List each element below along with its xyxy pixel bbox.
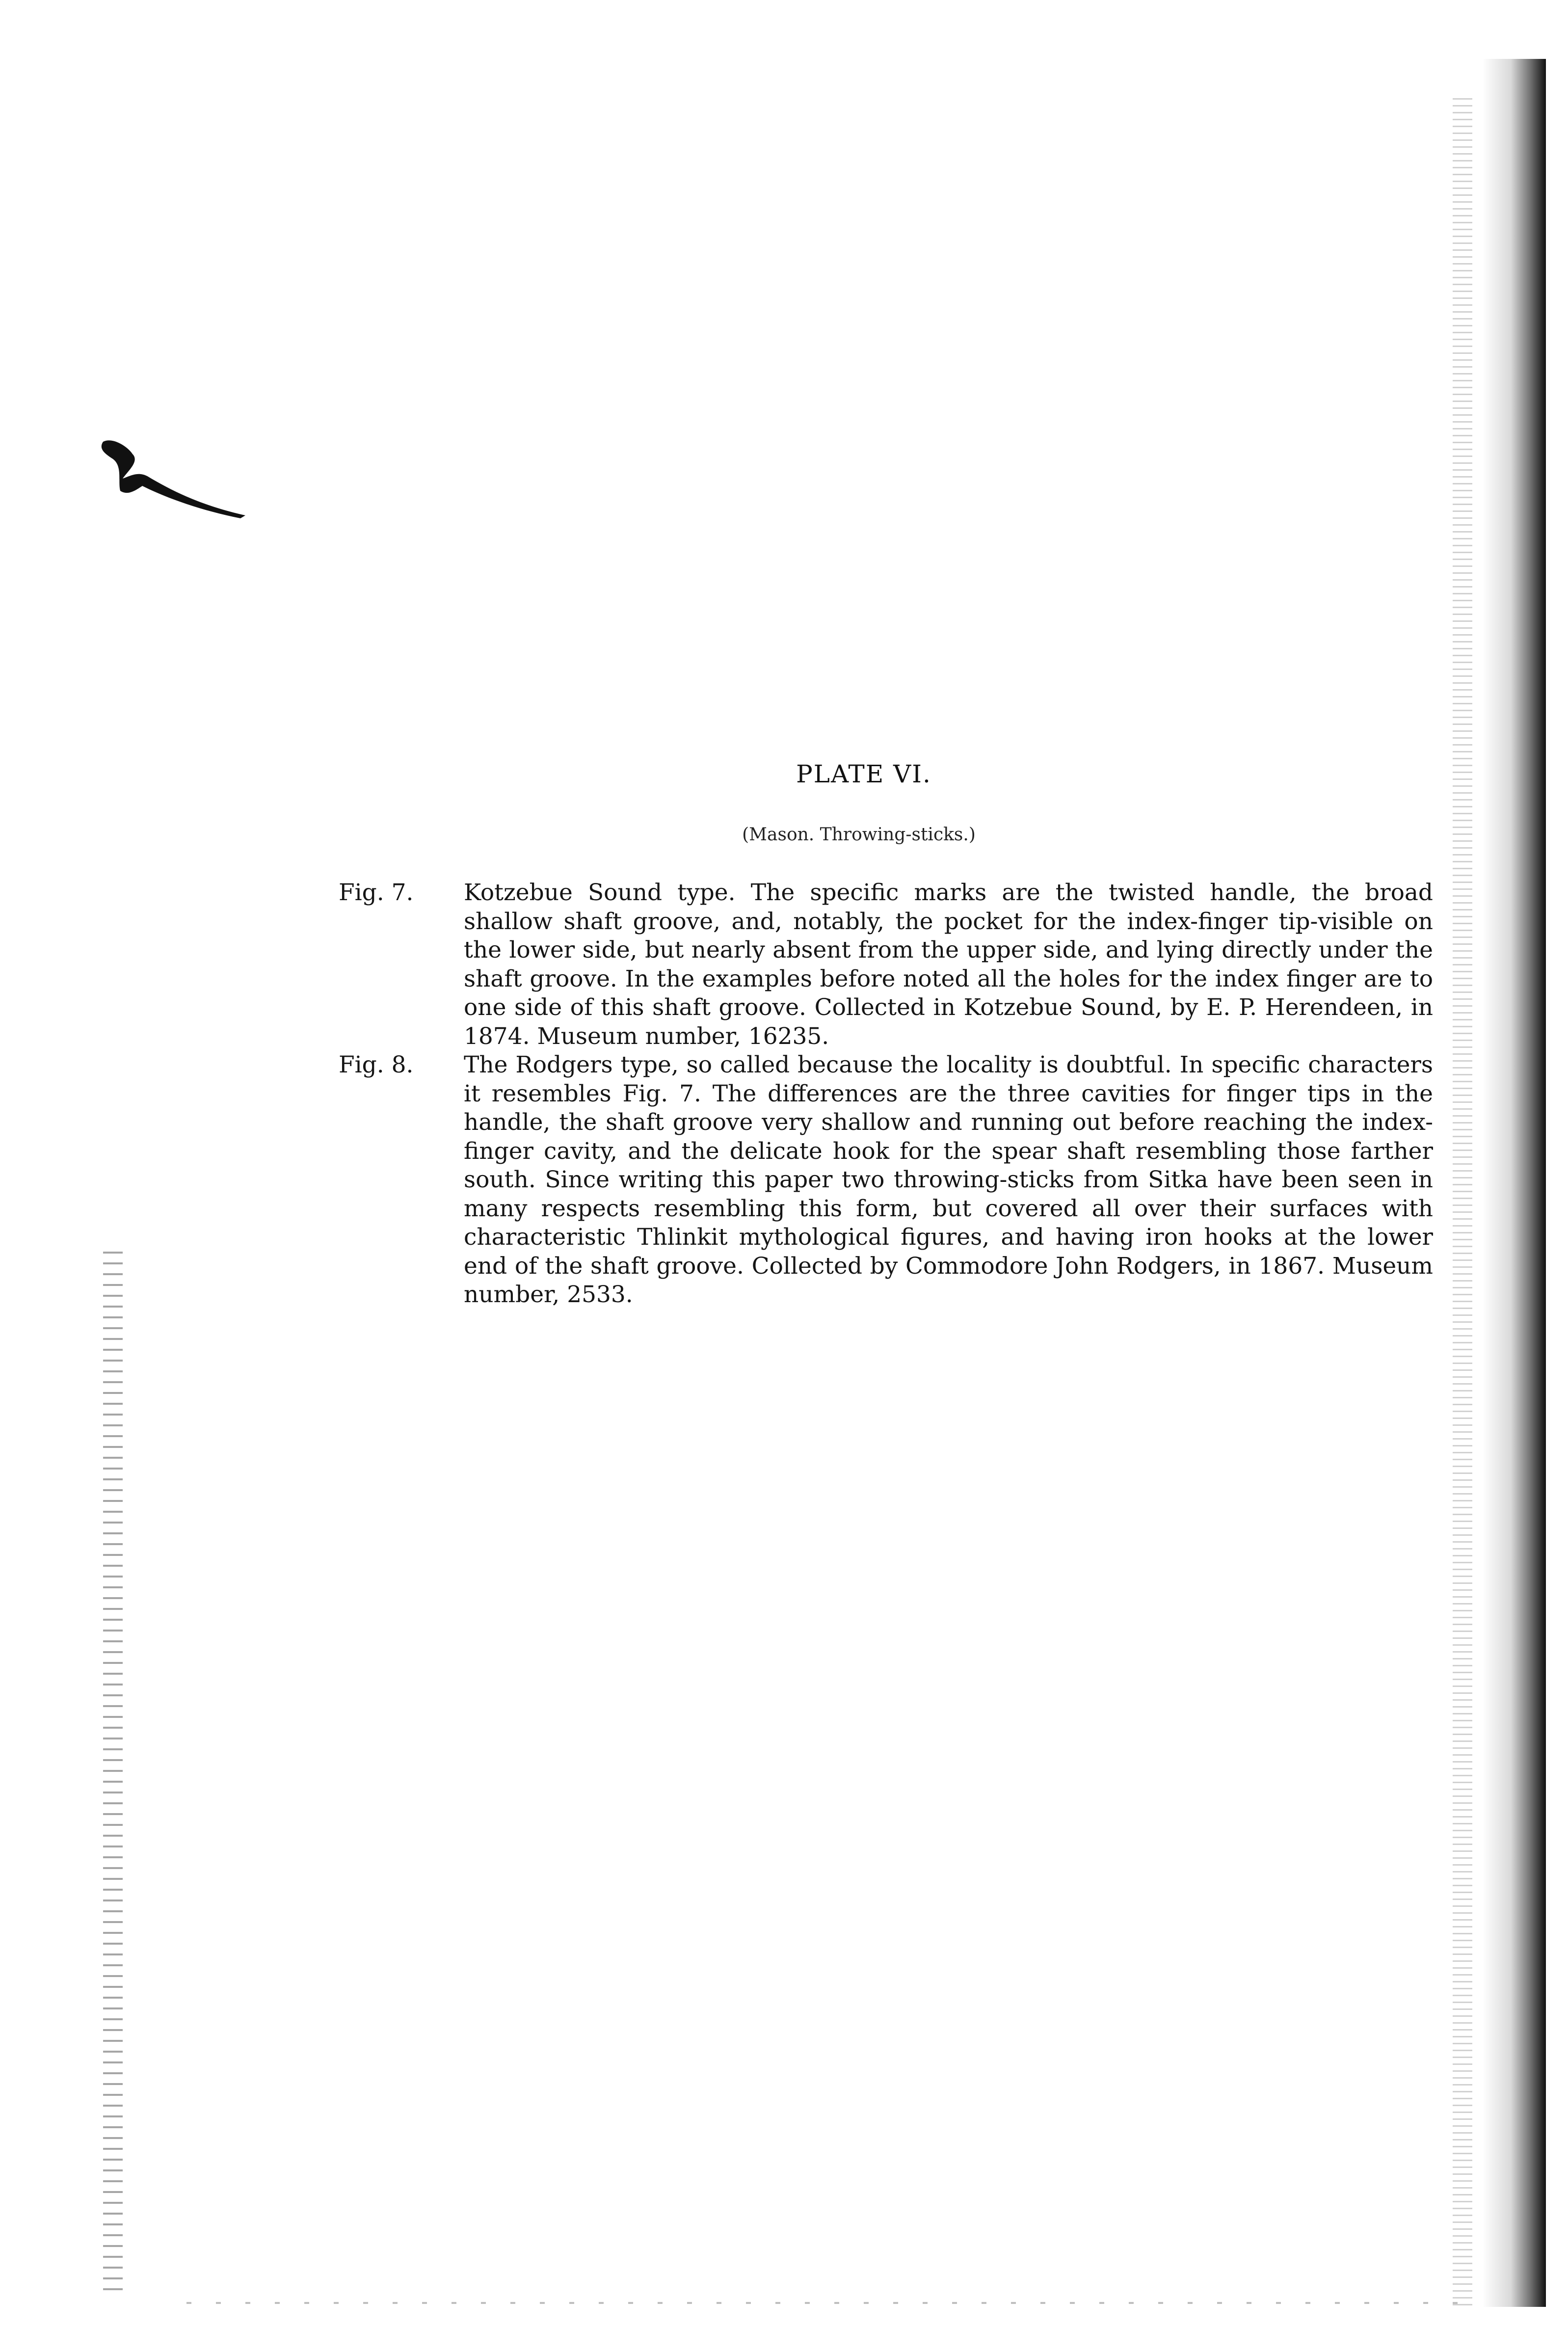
figure-caption-8 bbox=[339, 1051, 1433, 1310]
scan-bottom-speckle bbox=[186, 2302, 1472, 2304]
plate-title: PLATE VI. bbox=[796, 760, 931, 788]
ink-smudge-mark bbox=[93, 432, 260, 530]
scan-edge-speckle-left bbox=[103, 1252, 123, 2292]
scan-edge-speckle-right bbox=[1453, 98, 1472, 2307]
figure-label: Fig. 7. bbox=[339, 879, 414, 906]
figure-description: Kotzebue Sound type. The specific marks are the twisted handle, the broad shallow shaft groove, and, notably, the pocket for the index-finger tip-visible on the lower side, but nearly absent from the upper side, and lying directly under the shaft groove. In the examples before noted all the holes for the index finger are to one side of this shaft groove. Collected in Kotzebue Sound, by E. P. Herendeen, in 1874. Museum number, 16235. bbox=[464, 879, 1433, 1050]
figure-description: The Rodgers type, so called because the locality is doubtful. In specific characters it resembles Fig. 7. The differences are the three cavities for finger tips in the handle, the shaft groove very shallow and running out before reaching the index-finger cavity, and the delicate hook for the spear shaft resembling those farther south. Since writing this paper two throwing-sticks from Sitka have been seen in many respects resembling this form, but covered all over their surfaces with characteristic Thlinkit mythological figures, and having iron hooks at the lower end of the shaft groove. Collected by Commodore John Rodgers, in 1867. Museum number, 2533. bbox=[464, 1051, 1433, 1308]
figure-captions bbox=[339, 879, 1433, 1310]
plate-subtitle: (Mason. Throwing-sticks.) bbox=[742, 825, 976, 845]
figure-caption-7 bbox=[339, 879, 1433, 1051]
scan-edge-shadow-right bbox=[1482, 59, 1546, 2307]
figure-label: Fig. 8. bbox=[339, 1051, 414, 1078]
